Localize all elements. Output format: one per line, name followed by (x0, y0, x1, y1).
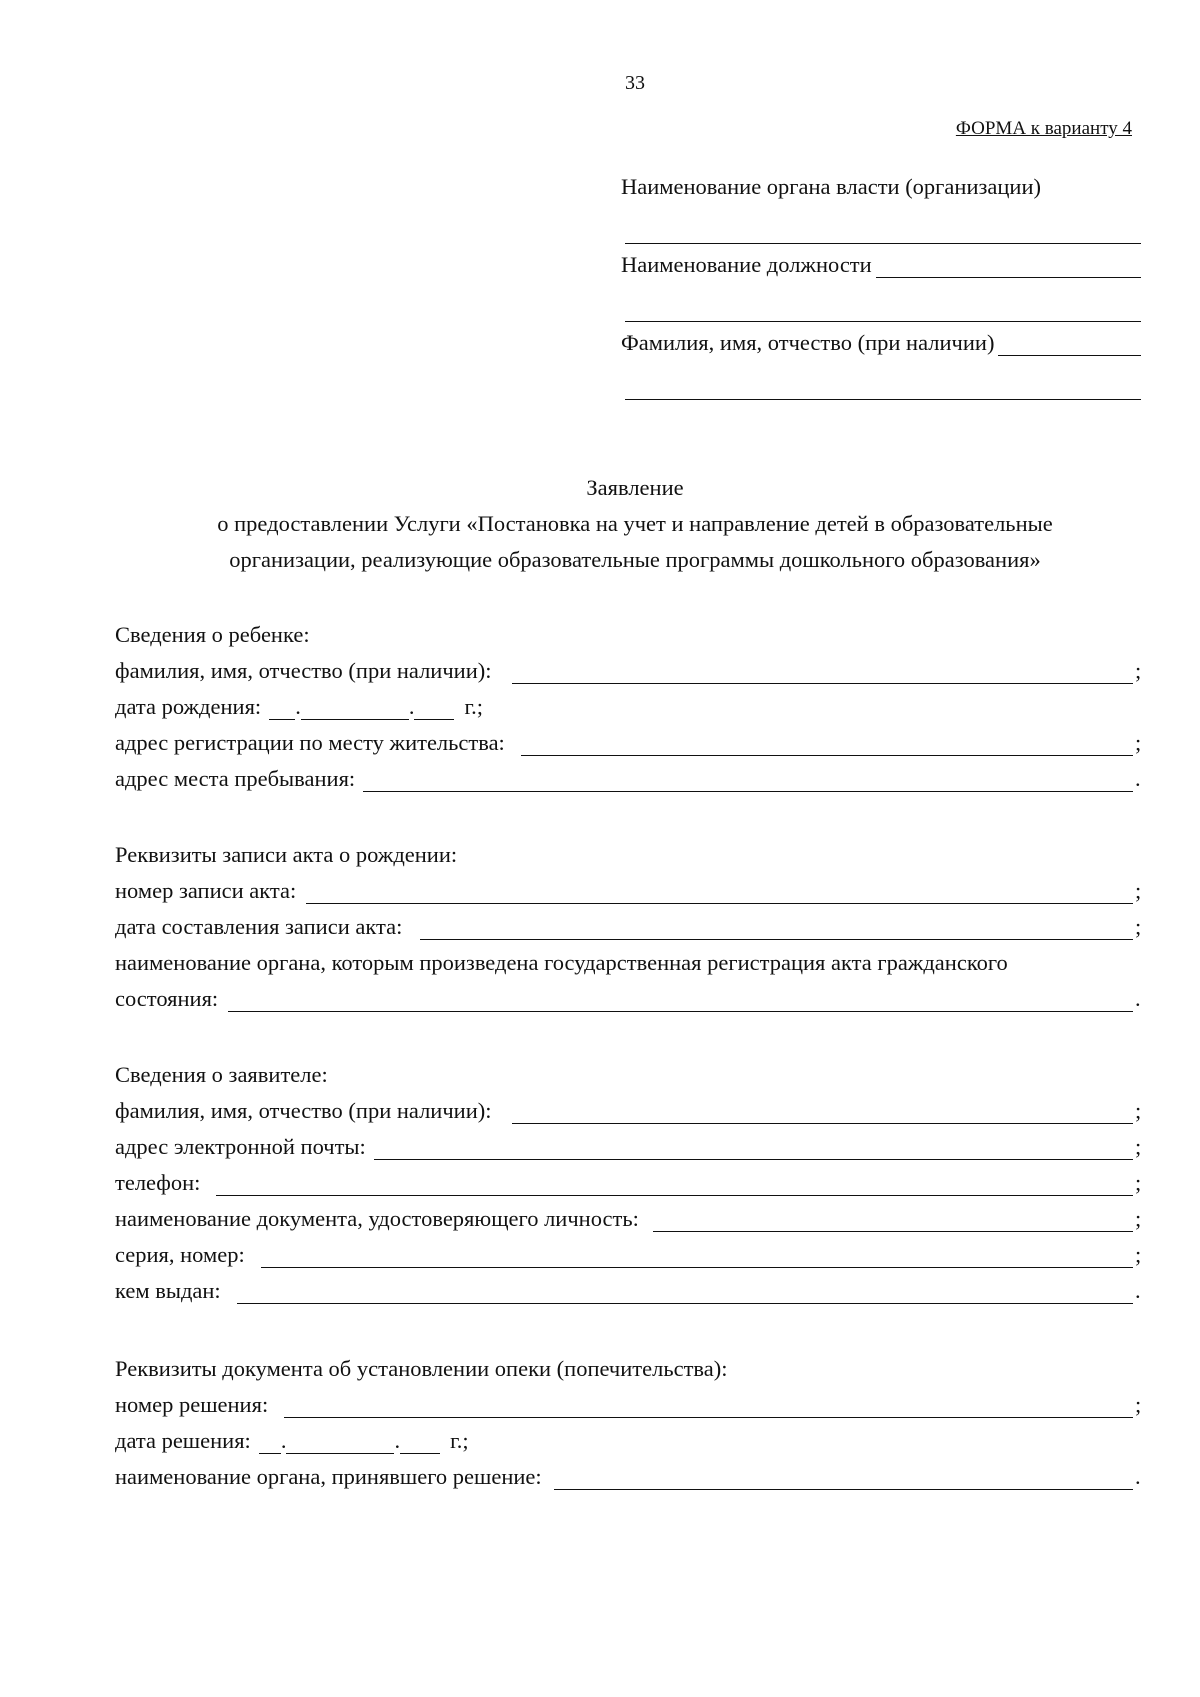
record-authority-label-2: состояния: (115, 986, 219, 1011)
authority-row (621, 174, 1141, 200)
decision-authority-field[interactable] (554, 1467, 1133, 1490)
applicant-issued-by-end: . (1135, 1278, 1141, 1303)
applicant-fio-field[interactable] (512, 1101, 1134, 1124)
applicant-id-doc-label: наименование документа, удостоверяющего личность: (115, 1206, 639, 1231)
addressee-block (621, 174, 1141, 400)
guardianship-heading-text: Реквизиты документа об установлении опеки (попечительства): (115, 1356, 728, 1381)
birth-year-suffix: г.; (464, 694, 484, 719)
record-authority-field[interactable] (228, 989, 1133, 1012)
authority-blank-row (621, 200, 1141, 244)
decision-number-end: ; (1135, 1392, 1142, 1417)
applicant-phone-line (115, 1160, 1145, 1196)
decision-date-line (115, 1418, 1145, 1454)
decision-number-field[interactable] (284, 1395, 1133, 1418)
position-field-continued[interactable] (625, 299, 1141, 322)
child-fio-field[interactable] (512, 661, 1134, 684)
birth-day-field[interactable] (269, 699, 295, 720)
addressee-name-row (621, 322, 1141, 356)
decision-day-field[interactable] (259, 1433, 281, 1454)
child-stay-address-end: . (1135, 766, 1141, 791)
title-line-2: организации, реализующие образовательные программы дошкольного образования» (229, 547, 1041, 572)
addressee-name-blank-row (621, 356, 1141, 400)
child-heading (115, 612, 1145, 648)
child-heading-text: Сведения о ребенке: (115, 622, 310, 647)
child-stay-address-field[interactable] (363, 769, 1133, 792)
title-line-1: о предоставлении Услуги «Постановка на учет и направление детей в образовательные (217, 511, 1053, 536)
guardianship-heading (115, 1346, 1145, 1382)
child-stay-address-label: адрес места пребывания: (115, 766, 356, 791)
birth-year-field[interactable] (414, 699, 454, 720)
applicant-heading-text: Сведения о заявителе: (115, 1062, 328, 1087)
record-number-line (115, 868, 1145, 904)
birth-record-heading (115, 832, 1145, 868)
applicant-phone-end: ; (1135, 1170, 1142, 1195)
birth-date-dot-1: . (295, 694, 301, 719)
applicant-heading (115, 1052, 1145, 1088)
authority-label: Наименование органа власти (организации) (621, 174, 1041, 199)
guardianship-section (115, 1346, 1145, 1490)
form-reference: ФОРМА к варианту 4 (955, 118, 1132, 139)
record-date-line (115, 904, 1145, 940)
record-date-field[interactable] (420, 917, 1133, 940)
child-reg-address-field[interactable] (521, 733, 1133, 756)
child-fio-line (115, 648, 1145, 684)
child-reg-address-label: адрес регистрации по месту жительства: (115, 730, 505, 755)
position-field[interactable] (876, 255, 1141, 278)
child-reg-address-end: ; (1135, 730, 1142, 755)
applicant-series-field[interactable] (261, 1245, 1133, 1268)
decision-authority-line (115, 1454, 1145, 1490)
birth-record-section (115, 832, 1145, 1012)
page-number: 33 (625, 72, 645, 94)
title-main: Заявление (586, 475, 684, 500)
decision-month-field[interactable] (286, 1433, 394, 1454)
applicant-issued-by-line (115, 1268, 1145, 1304)
decision-authority-label: наименование органа, принявшего решение: (115, 1464, 542, 1489)
applicant-issued-by-label: кем выдан: (115, 1278, 221, 1303)
authority-field[interactable] (625, 221, 1141, 244)
child-birth-date-label: дата рождения: (115, 694, 262, 719)
birth-month-field[interactable] (301, 699, 409, 720)
applicant-email-field[interactable] (374, 1137, 1133, 1160)
decision-number-label: номер решения: (115, 1392, 269, 1417)
record-authority-label-1: наименование органа, которым произведена государственная регистрация акта гражданского (115, 950, 1008, 975)
applicant-series-line (115, 1232, 1145, 1268)
record-authority-line-1 (115, 940, 1145, 976)
applicant-fio-label: фамилия, имя, отчество (при наличии): (115, 1098, 492, 1123)
applicant-series-end: ; (1135, 1242, 1142, 1267)
record-number-field[interactable] (306, 881, 1133, 904)
child-birth-date-line (115, 684, 1145, 720)
applicant-email-label: адрес электронной почты: (115, 1134, 366, 1159)
applicant-id-doc-end: ; (1135, 1206, 1142, 1231)
record-authority-end: . (1135, 986, 1141, 1011)
record-authority-line-2 (115, 976, 1145, 1012)
applicant-issued-by-field[interactable] (237, 1281, 1133, 1304)
position-blank-row (621, 278, 1141, 322)
addressee-name-field[interactable] (998, 333, 1141, 356)
addressee-name-label: Фамилия, имя, отчество (при наличии) (621, 330, 995, 355)
child-stay-address-line (115, 756, 1145, 792)
applicant-id-doc-field[interactable] (653, 1209, 1133, 1232)
decision-year-field[interactable] (400, 1433, 440, 1454)
applicant-series-label: серия, номер: (115, 1242, 245, 1267)
birth-record-heading-text: Реквизиты записи акта о рождении: (115, 842, 458, 867)
record-number-label: номер записи акта: (115, 878, 297, 903)
record-date-end: ; (1135, 914, 1142, 939)
child-section (115, 612, 1145, 792)
child-fio-label: фамилия, имя, отчество (при наличии): (115, 658, 492, 683)
decision-year-suffix: г.; (450, 1428, 469, 1453)
decision-number-line (115, 1382, 1145, 1418)
applicant-phone-field[interactable] (216, 1173, 1133, 1196)
decision-authority-end: . (1135, 1464, 1141, 1489)
record-date-label: дата составления записи акта: (115, 914, 403, 939)
applicant-section (115, 1052, 1145, 1304)
record-number-end: ; (1135, 878, 1142, 903)
applicant-fio-line (115, 1088, 1145, 1124)
applicant-fio-end: ; (1135, 1098, 1142, 1123)
child-fio-end: ; (1135, 658, 1142, 683)
position-label: Наименование должности (621, 252, 872, 277)
applicant-id-doc-line (115, 1196, 1145, 1232)
position-row (621, 244, 1141, 278)
decision-date-dot-1: . (280, 1428, 287, 1453)
decision-date-dot-2: . (394, 1428, 401, 1453)
addressee-name-field-continued[interactable] (625, 377, 1141, 400)
applicant-email-line (115, 1124, 1145, 1160)
child-reg-address-line (115, 720, 1145, 756)
applicant-phone-label: телефон: (115, 1170, 201, 1195)
birth-date-dot-2: . (408, 694, 415, 719)
document-title (0, 470, 1200, 578)
decision-date-label: дата решения: (115, 1428, 251, 1453)
applicant-email-end: ; (1135, 1134, 1142, 1159)
